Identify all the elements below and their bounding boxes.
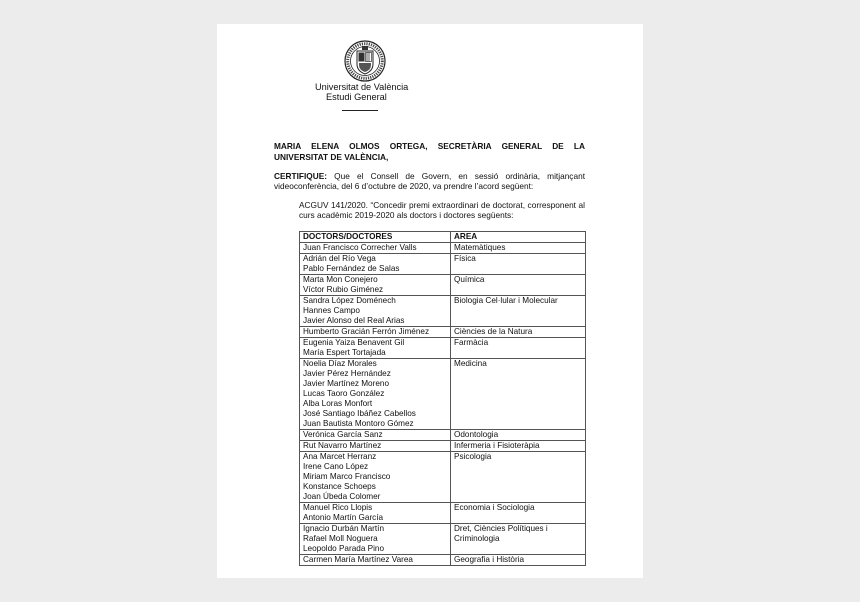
university-seal-icon [344,40,386,82]
doctor-name: Verónica García Sanz [303,430,383,439]
doctor-name: Carmen María Martínez Varea [303,555,413,564]
document-page [217,24,643,578]
area-cell: Física [451,254,586,275]
table-row [300,243,586,254]
doctor-name: Ignacio Durbán Martín [303,524,385,533]
agreement-paragraph: ACGUV 141/2020. “Concedir premi extraordinari de doctorat, corresponent al curs acadèmic 2019-2020 als doctors i doctores següents: [299,200,585,220]
doctor-name: Eugenia Yaiza Benavent Gil [303,338,405,347]
doctor-name: Ana Marcet Herranz [303,452,377,461]
doctor-name: Konstance Schoeps [303,482,376,491]
certifique-label: CERTIFIQUE: [274,171,328,181]
header-area: AREA [451,232,586,243]
area-cell: Dret, Ciències Polítiques i Criminologia [451,524,586,555]
doctors-cell [300,441,451,452]
doctor-name: Joan Úbeda Colomer [303,492,381,501]
doctor-name: Marta Mon Conejero [303,275,378,284]
table-row [300,359,586,430]
area-cell: Biologia Cel·lular i Molecular [451,296,586,327]
table-row [300,524,586,555]
doctor-name: Rafael Moll Noguera [303,534,378,543]
area-cell: Medicina [451,359,586,430]
table-row [300,338,586,359]
awards-table [299,231,586,566]
university-subtitle: Estudi General [326,92,387,102]
doctors-cell [300,243,451,254]
table-row [300,555,586,566]
certifique-text: Que el Consell de Govern, en sessió ordinària, mitjançant videoconferència, del 6 d’octubre de 2020, va prendre l’acord següent: [274,171,585,191]
doctor-name: Pablo Fernández de Salas [303,264,400,273]
header-doctors: DOCTORS/DOCTORES [300,232,451,243]
doctor-name: Víctor Rubio Giménez [303,285,384,294]
doctor-name: María Espert Tortajada [303,348,386,357]
area-cell: Ciències de la Natura [451,327,586,338]
doctors-cell [300,359,451,430]
doctors-cell [300,327,451,338]
doctors-cell [300,254,451,275]
doctors-cell [300,338,451,359]
doctor-name: Adrián del Río Vega [303,254,376,263]
doctor-name: Irene Cano López [303,462,369,471]
doctor-name: Miriam Marco Francisco [303,472,391,481]
doctor-name: Lucas Taoro González [303,389,385,398]
doctor-name: Alba Loras Monfort [303,399,373,408]
doctors-cell [300,555,451,566]
table-row [300,275,586,296]
doctor-name: Antonio Martín García [303,513,384,522]
university-name: Universitat de València [315,82,409,92]
doctors-cell [300,503,451,524]
doctor-name: Javier Alonso del Real Arias [303,316,405,325]
doctors-cell [300,275,451,296]
area-cell: Psicologia [451,452,586,503]
doctor-name: Noelia Díaz Morales [303,359,377,368]
doctor-name: Javier Pérez Hernández [303,369,391,378]
document-heading: MARIA ELENA OLMOS ORTEGA, SECRETÀRIA GENERAL DE LA UNIVERSITAT DE VALÈNCIA, [274,141,585,162]
doctor-name: Humberto Gracián Ferrón Jiménez [303,327,430,336]
area-cell: Química [451,275,586,296]
doctor-name: Hannes Campo [303,306,360,315]
doctor-name: José Santiago Ibáñez Cabellos [303,409,416,418]
area-cell: Odontologia [451,430,586,441]
table-row [300,441,586,452]
table-row [300,327,586,338]
doctor-name: Leopoldo Parada Pino [303,544,385,553]
area-cell: Geografia i Història [451,555,586,566]
table-row [300,296,586,327]
area-cell: Farmàcia [451,338,586,359]
area-cell: Economia i Sociologia [451,503,586,524]
doctors-cell [300,430,451,441]
doctors-cell [300,296,451,327]
table-row [300,430,586,441]
doctor-name: Juan Francisco Correcher Valls [303,243,417,252]
doctor-name: Manuel Rico Llopis [303,503,373,512]
doctor-name: Juan Bautista Montoro Gómez [303,419,414,428]
area-cell: Matemàtiques [451,243,586,254]
table-row [300,452,586,503]
certification-paragraph [274,171,585,191]
table-header-row [300,232,586,243]
doctors-cell [300,452,451,503]
doctors-cell [300,524,451,555]
header-divider [342,110,378,111]
table-row [300,503,586,524]
table-row [300,254,586,275]
doctor-name: Rut Navarro Martínez [303,441,382,450]
doctor-name: Javier Martínez Moreno [303,379,390,388]
area-cell: Infermeria i Fisioteràpia [451,441,586,452]
doctor-name: Sandra López Doménech [303,296,396,305]
